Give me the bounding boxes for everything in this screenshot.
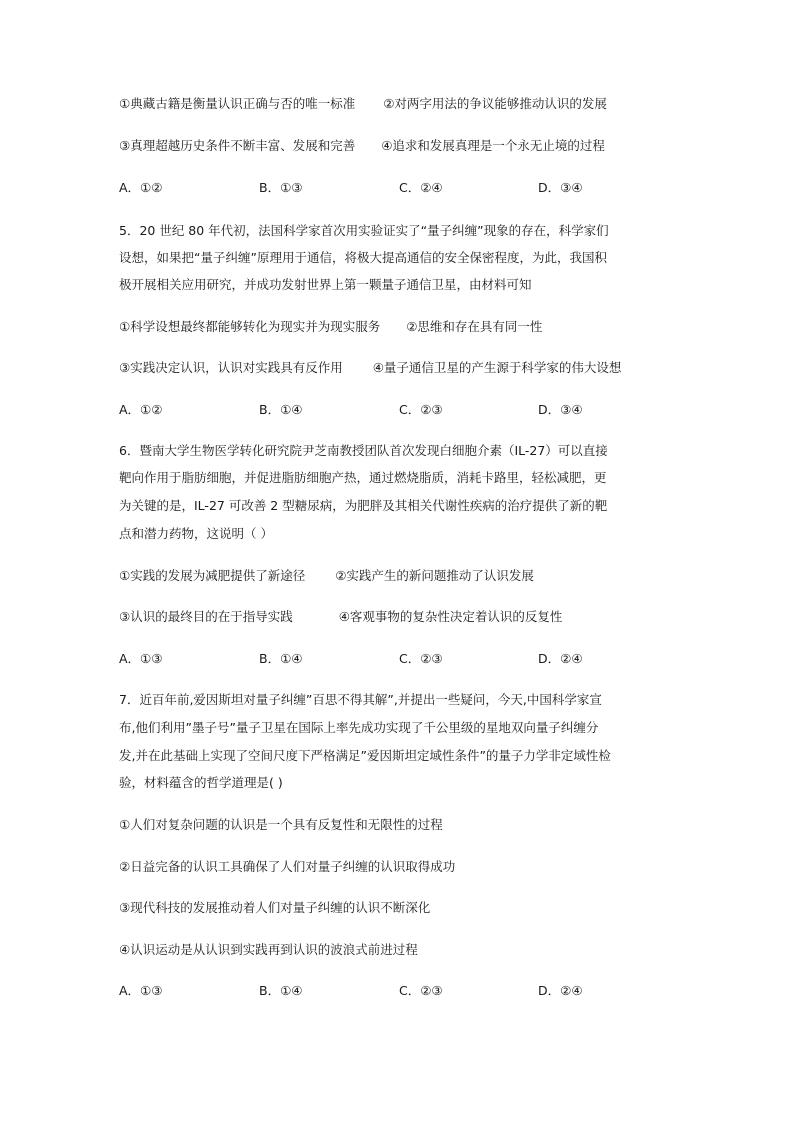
q5-statement-3: ③实践决定认识，认识对实践具有反作用: [119, 360, 343, 375]
q6-option-b[interactable]: B．①④: [259, 651, 303, 666]
q4-statement-3: ③真理超越历史条件不断丰富、发展和完善: [119, 138, 356, 153]
q6-statement-4: ④客观事物的复杂性决定着认识的反复性: [338, 609, 563, 624]
q7-statement-4: ④认识运动是从认识到实践再到认识的波浪式前进过程: [119, 942, 418, 957]
q5-stem-line-1: 5．20 世纪 80 年代初，法国科学家首次用实验证实了“量子纠缠”现象的存在，科学家们: [119, 223, 609, 238]
q4-statements-row-1: [119, 96, 679, 112]
q6-stem-line-2: 靶向作用于脂肪细胞，并促进脂肪细胞产热，通过燃烧脂质，消耗卡路里，轻松减肥，更: [119, 470, 607, 485]
q7-option-b[interactable]: B．①④: [259, 983, 303, 998]
q5-statement-2: ②思维和存在具有同一性: [406, 319, 543, 334]
q5-statements-row-2: [119, 360, 679, 376]
q7-stem-line-3: 发,并在此基础上实现了空间尺度下严格满足”爱因斯坦定域性条件”的量子力学非定域性检: [119, 748, 611, 763]
q6-statements-row-1: [119, 568, 679, 584]
q7-statement-3: ③现代科技的发展推动着人们对量子纠缠的认识不断深化: [119, 900, 431, 915]
q4-option-c[interactable]: C．②④: [399, 180, 443, 195]
q6-statement-2: ②实践产生的新问题推动了认识发展: [335, 568, 534, 583]
q5-statements-row-1: [119, 319, 679, 335]
q5-stem-line-2: 设想，如果把“量子纠缠”原理用于通信，将极大提高通信的安全保密程度，为此，我国积: [119, 250, 607, 265]
q4-option-d[interactable]: D．③④: [538, 180, 583, 195]
q6-stem-line-4: 点和潜力药物，这说明（ ）: [119, 526, 273, 541]
q6-stem-line-1: 6．暨南大学生物医学转化研究院尹芝南教授团队首次发现白细胞介素（IL-27）可以直接: [119, 443, 608, 458]
q7-option-c[interactable]: C．②③: [399, 983, 443, 998]
q7-option-d[interactable]: D．②④: [538, 983, 583, 998]
q6-stem-line-3: 为关键的是，IL-27 可改善 2 型糖尿病，为肥胖及其相关代谢性疾病的治疗提供了新的靶: [119, 498, 608, 513]
q7-statement-2: ②日益完备的认识工具确保了人们对量子纠缠的认识取得成功: [119, 859, 456, 874]
q6-statement-3: ③认识的最终目的在于指导实践: [119, 609, 293, 624]
q7-option-a[interactable]: A．①③: [119, 983, 163, 998]
q4-statements-row-2: [119, 138, 679, 154]
q5-option-c[interactable]: C．②③: [399, 402, 443, 417]
q5-statement-1: ①科学设想最终都能够转化为现实并为现实服务: [119, 319, 381, 334]
q4-statement-2: ②对两字用法的争议能够推动认识的发展: [383, 96, 607, 111]
q5-option-d[interactable]: D．③④: [538, 402, 583, 417]
q7-statement-1: ①人们对复杂问题的认识是一个具有反复性和无限性的过程: [119, 817, 443, 832]
q7-stem-line-2: 布,他们利用”墨子号”量子卫星在国际上率先成功实现了千公里级的星地双向量子纠缠分: [119, 720, 599, 735]
q5-option-a[interactable]: A．①②: [119, 402, 163, 417]
q4-statement-1: ①典藏古籍是衡量认识正确与否的唯一标准: [119, 96, 356, 111]
q6-statement-1: ①实践的发展为减肥提供了新途径: [119, 568, 306, 583]
q6-option-a[interactable]: A．①③: [119, 651, 163, 666]
q7-stem-line-1: 7．近百年前,爱因斯坦对量子纠缠”百思不得其解”,并提出一些疑问，今天,中国科学家宣: [119, 692, 602, 707]
q4-option-a[interactable]: A．①②: [119, 180, 163, 195]
q7-stem-line-4: 验，材料蕴含的哲学道理是( ): [119, 775, 283, 790]
q4-statement-4: ④追求和发展真理是一个永无止境的过程: [381, 138, 605, 153]
q5-option-b[interactable]: B．①④: [259, 402, 303, 417]
q5-stem-line-3: 极开展相关应用研究，并成功发射世界上第一颗量子通信卫星，由材料可知: [119, 277, 532, 292]
q6-statements-row-2: [119, 609, 679, 625]
q6-option-d[interactable]: D．②④: [538, 651, 583, 666]
q5-statement-4: ④量子通信卫星的产生源于科学家的伟大设想: [372, 360, 622, 375]
q4-option-b[interactable]: B．①③: [259, 180, 303, 195]
q6-option-c[interactable]: C．②③: [399, 651, 443, 666]
